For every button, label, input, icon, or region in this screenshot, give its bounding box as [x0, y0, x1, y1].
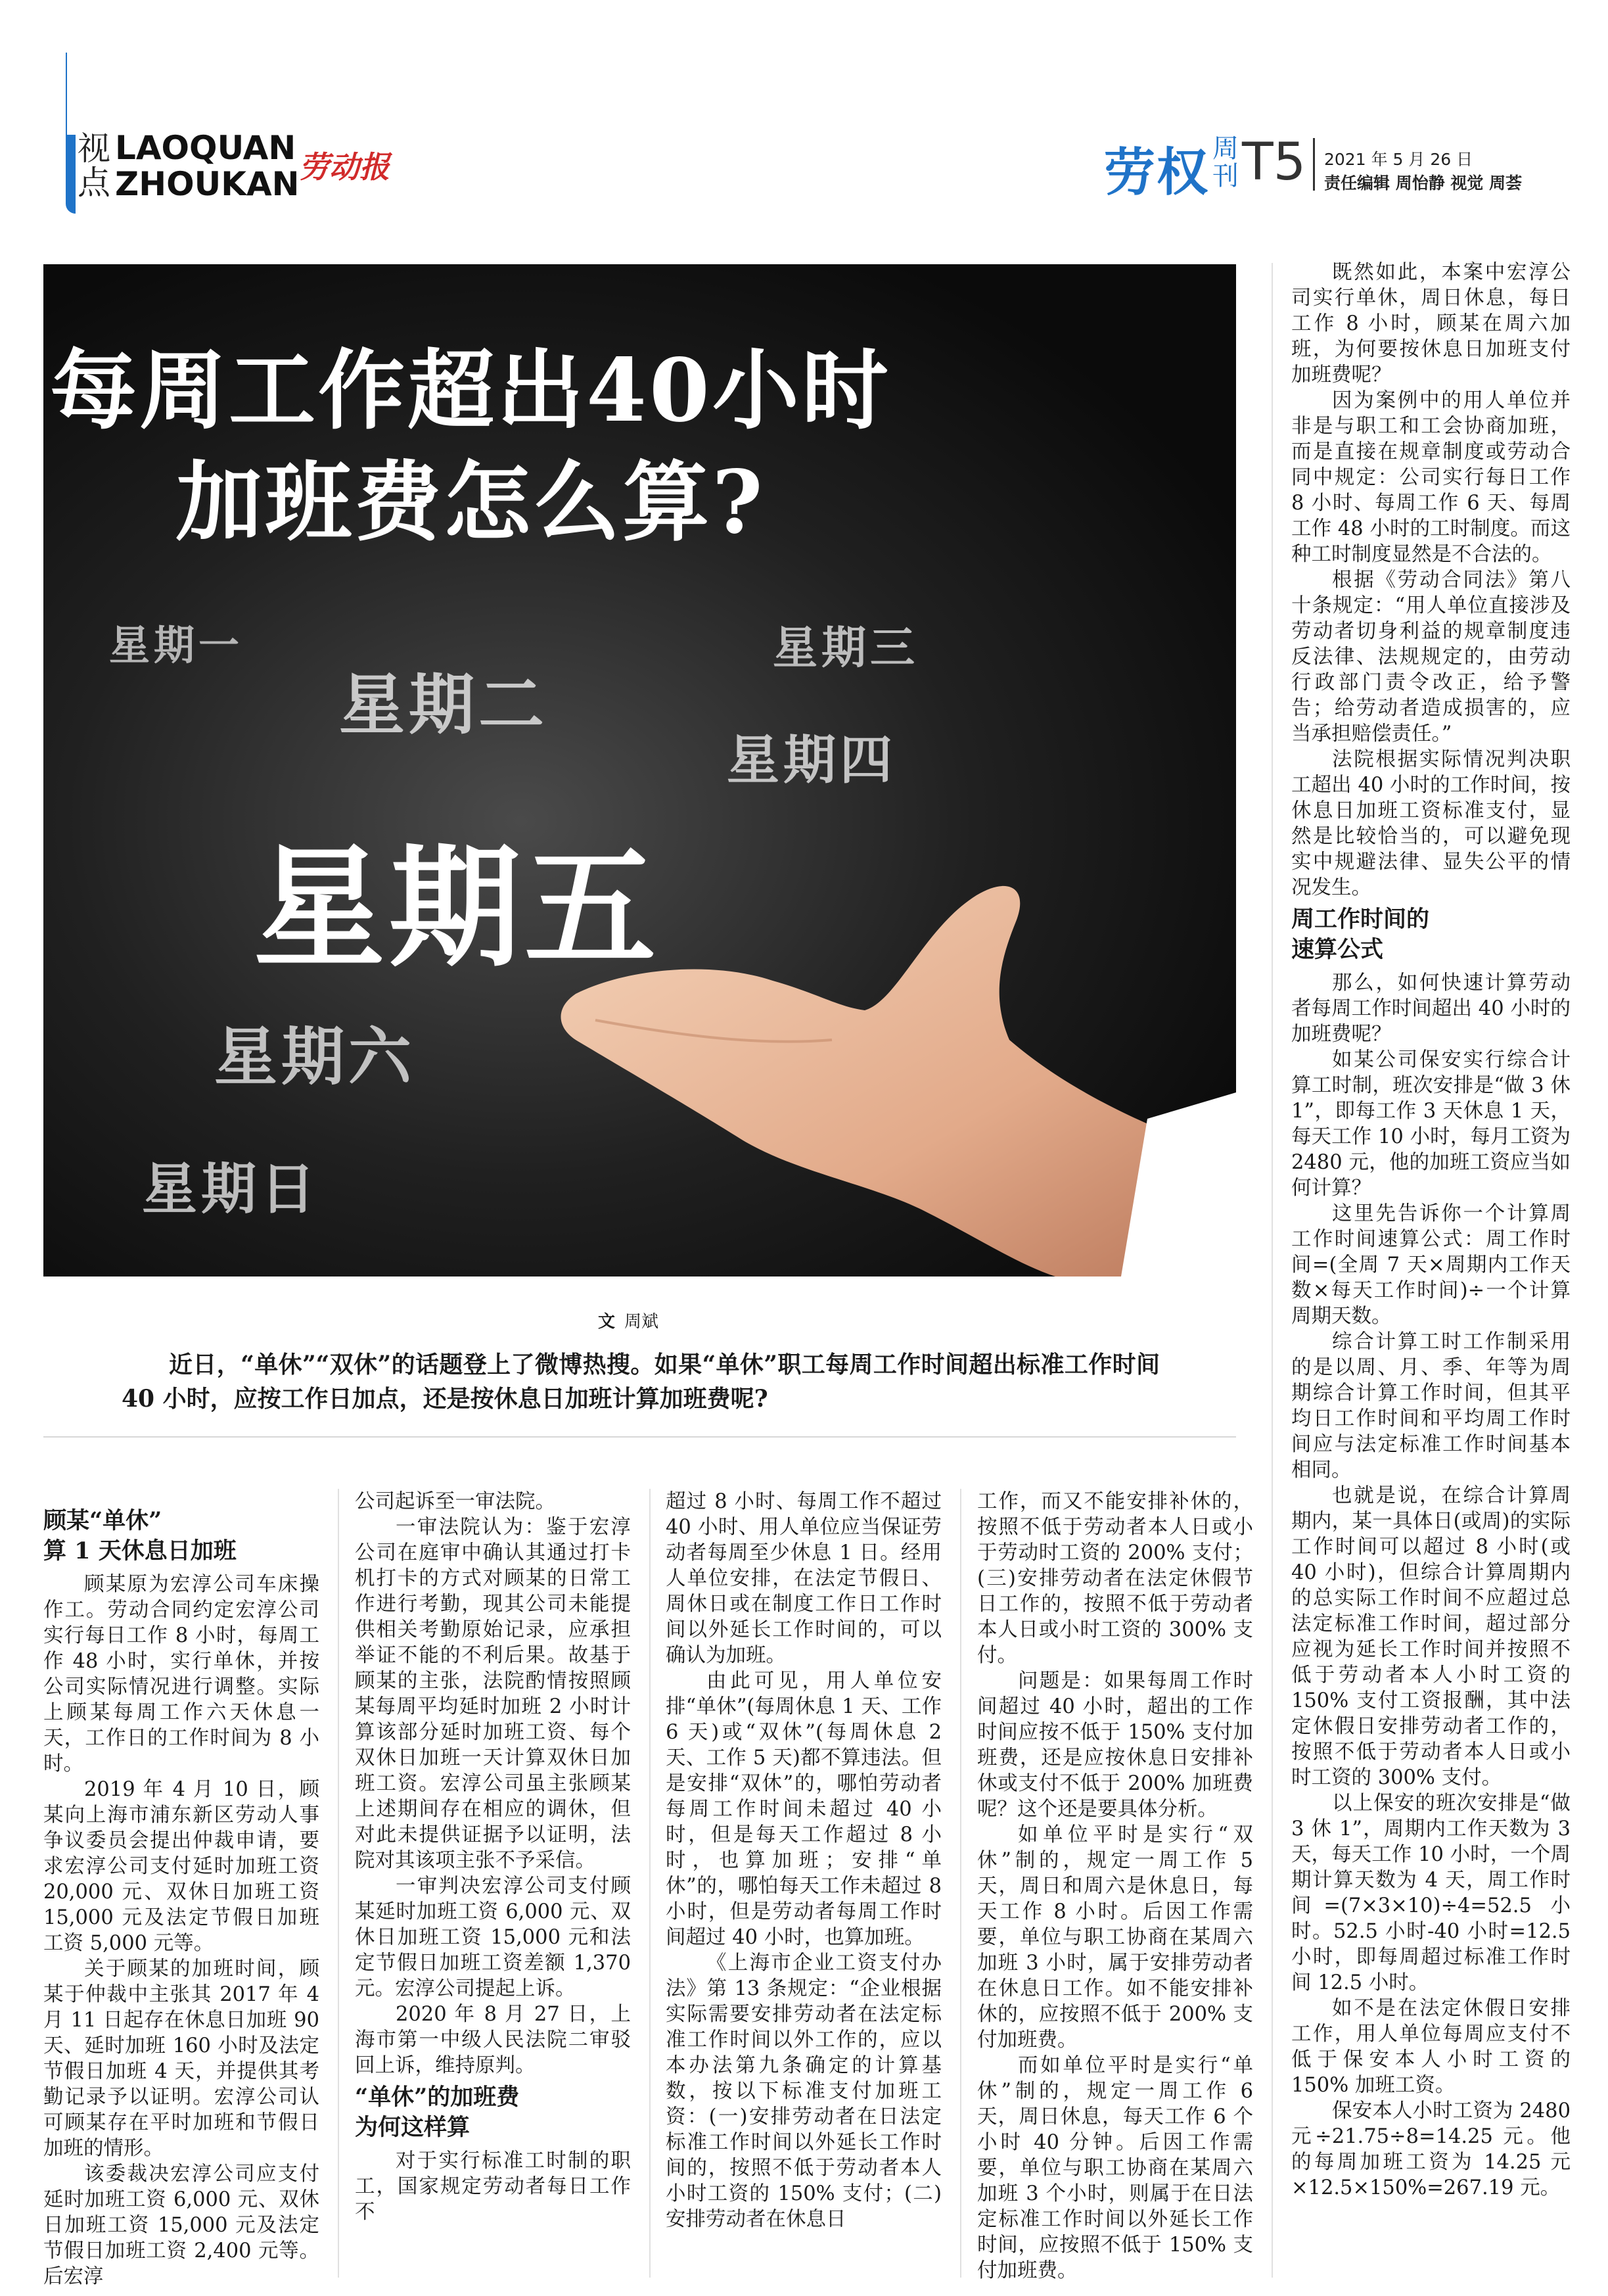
paragraph: 综合计算工时工作制采用的是以周、月、季、年等为周期综合计算工作时间，但其平均日工作时间和平均周工作时间应与法定标准工作时间基本相同。	[1291, 1330, 1571, 1482]
day-tuesday: 星期二	[339, 667, 548, 743]
paragraph: 该委裁决宏淳公司应支付延时加班工资 6,000 元、双休日加班工资 15,000 元及法定节假日加班工资 2,400 元等。后宏淳	[43, 2163, 319, 2288]
paragraph: 工作，而又不能安排补休的，按照不低于劳动者本人日或小于劳动时工资的 200% 支付；(三)安排劳动者在法定休假节日工作的，按照不低于劳动者本人日或小时工资的 300% 支付。	[977, 1490, 1253, 1667]
feature-photo	[43, 264, 1236, 1277]
article-column-5	[1291, 260, 1571, 2201]
column-divider	[338, 1489, 339, 2278]
section-label: 视点	[78, 129, 110, 202]
paragraph: 由此可见，用人单位安排“单休”(每周休息 1 天、工作 6 天)或“双休”(每周休息 2 天、工作 5 天)都不算违法。但是安排“双休”的，哪怕劳动者每周工作时间未超过 40 小时，但是每天工作超过 8 小时，也算加班；安排“单休”的，哪怕每天工作未超过 8 小时，但是劳动者每周工作时间超过 40 小时，也算加班。	[666, 1670, 942, 1949]
lead-paragraph: 近日，“单休”“双休”的话题登上了微博热搜。如果“单休”职工每周工作时间超出标准工作时间 40 小时，应按工作日加点，还是按休息日加班计算加班费呢?	[122, 1351, 1160, 1413]
paragraph: 既然如此，本案中宏淳公司实行单休，周日休息，每日工作 8 小时，顾某在周六加班，为何要按休息日加班支付加班费呢？	[1291, 261, 1571, 387]
subhead-2: “单休”的加班费 为何这样算	[355, 2084, 520, 2141]
subhead-3: 周工作时间的 速算公式	[1291, 906, 1430, 963]
column-divider	[960, 1489, 961, 2278]
header-accent-line	[66, 53, 67, 138]
paragraph: 顾某原为宏淳公司车床操作工。劳动合同约定宏淳公司实行每日工作 8 小时，每周工作 48 小时，实行单休，并按公司实际情况进行调整。实际上顾某每周工作六天休息一天，工作日的工作时间为 8 小时。	[43, 1573, 319, 1775]
lead-divider	[43, 1436, 1236, 1438]
paragraph: 如某公司保安实行综合计算工时制，班次安排是“做 3 休 1”，即每工作 3 天休息 1 天，每天工作 10 小时，每月工资为 2480 元，他的加班工资应当如何计算？	[1291, 1048, 1571, 1200]
day-friday: 星期五	[254, 832, 660, 985]
paragraph: 因为案例中的用人单位并非是与职工和工会协商加班，而是直接在规章制度或劳动合同中规定：公司实行每日工作 8 小时、每周工作 6 天、每周工作 48 小时的工时制度。而这种工时制度显然是不合法的。	[1291, 389, 1571, 566]
paragraph: 这里先告诉你一个计算周工作时间速算公式：周工作时间=(全周 7 天×周期内工作天数×每天工作时间)÷一个计算周期天数。	[1291, 1202, 1571, 1328]
day-monday: 星期一	[109, 621, 244, 669]
subhead-1: 顾某“单休” 算 1 天休息日加班	[43, 1507, 237, 1564]
newspaper-logo: 劳动报	[299, 149, 390, 185]
paragraph: 也就是说，在综合计算周期内，某一具体日(或周)的实际工作时间可以超过 8 小时(或 40 小时)，但综合计算周期内的总实际工作时间不应超过总法定标准工作时间，超过部分应视为延长工作时间并按照不低于劳动者本人小时工资的 150% 支付工资报酬，其中法定休假日安排劳动者工作的，按照不低于劳动者本人日或小时工资的 300% 支付。	[1291, 1484, 1571, 1789]
paragraph: 以上保安的班次安排是“做 3 休 1”，周期内工作天数为 3 天，每天工作 10 小时，一个周期计算天数为 4 天，周工作时间=(7×3×10)÷4=52.5 小时。52.5 小时-40 小时=12.5 小时，即每周超过标准工作时间 12.5 小时。	[1291, 1792, 1571, 1994]
paragraph: 超过 8 小时、每周工作不超过 40 小时、用人单位应当保证劳动者每周至少休息 1 日。经用人单位安排，在法定节假日、周休日或在制度工作日工作时间以外延长工作时间的，可以确认为加班。	[666, 1490, 942, 1667]
column-divider	[649, 1489, 651, 2278]
article-column-2	[355, 1489, 631, 2225]
paragraph: 2020 年 8 月 27 日，上海市第一中级人民法院二审驳回上诉，维持原判。	[355, 2003, 631, 2077]
photo-title-line2: 加班费怎么算?	[175, 452, 766, 553]
paragraph: 关于顾某的加班时间，顾某于仲裁中主张其 2017 年 4 月 11 日起存在休息日加班 90 天、延时加班 160 小时及法定节假日加班 4 天，并提供其考勤记录予以证明。宏淳公司认可顾某存在平时加班和节假日加班的情形。	[43, 1957, 319, 2160]
brand-pinyin-line1: LAOQUAN	[115, 129, 296, 167]
day-thursday: 星期四	[727, 730, 896, 791]
article-column-1	[43, 1502, 319, 2289]
paragraph: 公司起诉至一审法院。	[355, 1490, 555, 1513]
header-accent-bar	[66, 135, 76, 214]
paragraph: 2019 年 4 月 10 日，顾某向上海市浦东新区劳动人事争议委员会提出仲裁申请，要求宏淳公司支付延时加班工资 20,000 元、双休日加班工资 15,000 元及法定节假日加班工资 5,000 元等。	[43, 1778, 319, 1955]
byline-label: 文	[598, 1312, 616, 1332]
page-number: T5	[1242, 133, 1306, 192]
photo-title-line1: 每周工作超出40小时	[50, 340, 891, 442]
article-column-4	[977, 1489, 1253, 2284]
paragraph: 如不是在法定休假日安排工作，用人单位每周应支付不低于保安本人小时工资的 150% 加班工资。	[1291, 1997, 1571, 2097]
weekly-label: 周刊	[1212, 133, 1239, 191]
paragraph: 如单位平时是实行“双休”制的，规定一周工作 5 天，周日和周六是休息日，每天工作 8 小时。后因工作需要，单位与职工协商在某周六加班 3 小时，属于安排劳动者在休息日工作。如不能安排补休的，应按照不低于 200% 支付加班费。	[977, 1823, 1253, 2051]
editors: 责任编辑 周怡静 视觉 周荟	[1324, 174, 1523, 193]
issue-date: 2021 年 5 月 26 日	[1324, 150, 1473, 169]
paragraph: 《上海市企业工资支付办法》第 13 条规定：“企业根据实际需要安排劳动者在法定标准工作时间以外工作的，应以本办法第九条确定的计算基数，按以下标准支付加班工资：(一)安排劳动者在日法定标准工作时间以外延长工作时间的，按照不低于劳动者本人小时工资的 150% 支付；(二)安排劳动者在休息日	[666, 1952, 942, 2231]
column-divider	[1272, 263, 1273, 2278]
header-divider	[1313, 138, 1315, 191]
paragraph: 一审法院认为：鉴于宏淳公司在庭审中确认其通过打卡机打卡的方式对顾某的日常工作进行考勤，现其公司未能提供相关考勤原始记录，应承担举证不能的不利后果。故基于顾某的主张，法院酌情按照顾某每周平均延时加班 2 小时计算该部分延时加班工资、每个双休日加班一天计算双休日加班工资。宏淳公司虽主张顾某上述期间存在相应的调休，但对此未提供证据予以证明，法院对其该项主张不予采信。	[355, 1516, 631, 1872]
paragraph: 对于实行标准工时制的职工，国家规定劳动者每日工作不	[355, 2149, 631, 2224]
day-wednesday: 星期三	[773, 622, 919, 674]
byline-author: 周斌	[624, 1312, 659, 1332]
paragraph: 保安本人小时工资为 2480 元÷21.75÷8=14.25 元。他的每周加班工资为 14.25 元×12.5×150%=267.19 元。	[1291, 2099, 1571, 2199]
brand-pinyin	[115, 130, 300, 202]
paragraph: 问题是：如果每周工作时间超过 40 小时，超出的工作时间应按不低于 150% 支付加班费，还是应按休息日安排补休或支付不低于 200% 加班费呢？这个还是要具体分析。	[977, 1670, 1253, 1821]
paragraph: 法院根据实际情况判决职工超出 40 小时的工作时间，按休息日加班工资标准支付，显然是比较恰当的，可以避免现实中规避法律、显失公平的情况发生。	[1291, 748, 1571, 899]
byline	[598, 1308, 658, 1332]
brand-title: 劳权	[1104, 143, 1210, 202]
day-sunday: 星期日	[142, 1157, 320, 1221]
header-meta	[1324, 148, 1522, 195]
day-saturday: 星期六	[214, 1020, 415, 1094]
paragraph: 那么，如何快速计算劳动者每周工作时间超出 40 小时的加班费呢？	[1291, 972, 1571, 1046]
paragraph: 一审判决宏淳公司支付顾某延时加班工资 6,000 元、双休日加班工资 15,000 元和法定节假日加班工资差额 1,370 元。宏淳公司提起上诉。	[355, 1875, 631, 2000]
article-column-3	[666, 1489, 942, 2232]
brand-pinyin-line2: ZHOUKAN	[115, 165, 300, 203]
paragraph: 而如单位平时是实行“单休”制的，规定一周工作 6 天，周日休息，每天工作 6 个小时 40 分钟。后因工作需要，单位与职工协商在某周六加班 3 个小时，则属于在日法定标准工作时间以外延长工作时间，应按照不低于 150% 支付加班费。	[977, 2054, 1253, 2282]
open-hand-illustration	[556, 843, 1236, 1277]
paragraph: 根据《劳动合同法》第八十条规定：“用人单位直接涉及劳动者切身利益的规章制度违反法律、法规规定的，由劳动行政部门责令改正，给予警告；给劳动者造成损害的，应当承担赔偿责任。”	[1291, 569, 1571, 745]
